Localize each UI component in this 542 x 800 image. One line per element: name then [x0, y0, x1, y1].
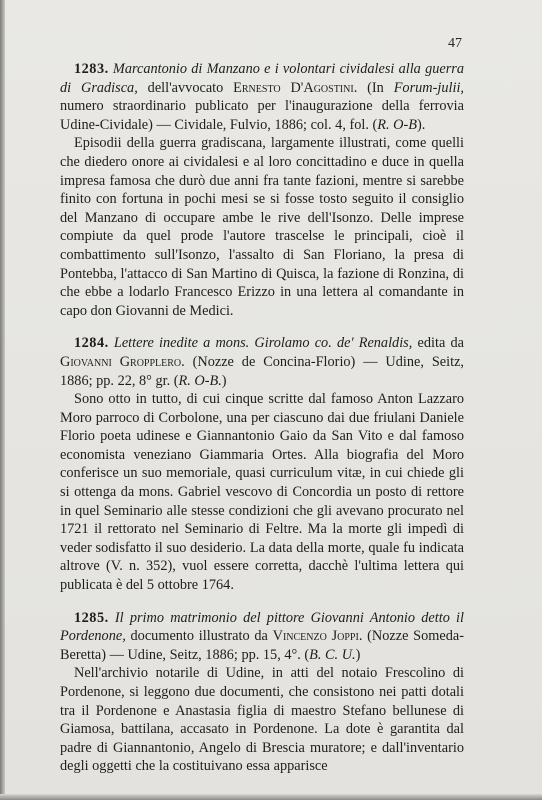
entry-heading [60, 609, 464, 665]
entry-heading [60, 60, 464, 134]
entry-title: Marcantonio di Manzano e i volontari cividalesi alla guerra di Gradisca, [60, 61, 464, 96]
entry-number: 1285. [74, 609, 109, 626]
entry-publication-close: ) [221, 372, 227, 389]
entry-title: Il primo matrimonio del pittore Giovanni Antonio detto il Pordenone, [60, 609, 464, 645]
page-left-edge-shadow [0, 0, 5, 800]
entry-body: Sono otto in tutto, di cui cinque scritte dal famoso Anton Lazzaro Moro parroco di Corbolone, una per ciascuno dai due friulani Daniele Florio poeta udinese e Giannantonio Gaio da San Vito e dal famoso economista veneziano Giammaria Ortes. Alla biografia del Moro conferisce un suo memoriale, quasi curriculum vitæ, in cui chiede gli si ottenga da mons. Gabriel vescovo di Concordia un posto di rettore in quel Seminario alle stesse condizioni che gli avevano procurato nel 1721 il rettorato nel Seminario di Feltre. Ma la morte gli impedì di veder sodisfatto il suo desiderio. La data della morte, quale fu indicata altrove (V. n. 352), vuol essere corretta, dacchè l'ultima lettera qui publicata è del 5 ottobre 1764. [60, 391, 464, 594]
entry-title: Lettere inedite a mons. Girolamo co. de' Renaldis, [113, 335, 413, 352]
entry-publication-open: (In [357, 79, 394, 96]
entry-author-intro: documento illustrato da [125, 628, 273, 645]
page-number: 47 [448, 36, 462, 51]
entry-publication-close: ) [355, 646, 361, 663]
entry-author: Vincenzo Joppi. [272, 628, 363, 645]
entry-1285 [60, 609, 464, 776]
entry-publication-close: ). [416, 116, 426, 133]
entry-library-siglum: R. O-B. [178, 372, 222, 389]
page-content [60, 60, 464, 776]
entry-number: 1284. [74, 335, 109, 352]
entry-heading [60, 334, 464, 390]
entry-publication-open: (Nozze Someda-Beretta) — Udine, Seitz, 1886; pp. 15, 4°. ( [60, 628, 464, 663]
entry-publication-italic: Forum-julii, [393, 79, 464, 96]
entry-body: Episodii della guerra gradiscana, largamente illustrati, come quelli che diedero onore ai cividalesi e al loro concittadino e duce in quella impresa famosa che durò due anni fra tante fazioni, mentre si sarebbe finito con fortuna in pochi mesi se si fosse tosto seguito il consiglio del Manzano di occupare ambe le rive dell'Isonzo. Delle imprese compiute da quel prode l'autore trascelse le principali, cioè il combattimento sull'Isonzo, l'assalto di San Floriano, la presa di Pontebba, l'attacco di San Martino di Quisca, la fazione di Ronzina, di che ebbe a lodarlo Francesco Erizzo in una lettera al comandante in capo don Giovanni de Medici. [60, 135, 464, 319]
entry-publication-open: (Nozze de Concina-Florio) — Udine, Seitz, 1886; pp. 22, 8° gr. ( [60, 353, 464, 389]
entry-1284 [60, 334, 464, 594]
entry-author-intro: edita da [412, 335, 464, 352]
entry-1283 [60, 60, 464, 320]
entry-publication: numero straordinario publicato per l'inaugurazione della ferrovia Udine-Cividale) — Cividale, Fulvio, 1886; col. 4, fol. ( [60, 98, 464, 133]
entry-author-intro: dell'avvocato [137, 79, 234, 96]
entry-library-siglum: R. O-B [377, 116, 417, 133]
entry-library-siglum: B. C. U. [309, 646, 356, 663]
entry-body: Nell'archivio notarile di Udine, in atti del notaio Frescolino di Pordenone, si leggono due documenti, che consistono nei patti dotali tra il Pordenone e Anastasia figlia di maestro Stefano bellunese di Giamosa, battilana, accasato in Pordenone. La dote è garantita dal padre di Giannantonio, Angelo di Brescia muratore; e dall'inventario degli oggetti che la costituivano essa apparisce [60, 665, 464, 775]
page-bottom-edge-shadow [0, 794, 542, 800]
entry-number: 1283. [74, 61, 109, 77]
entry-author: Giovanni Gropplero. [60, 353, 185, 370]
entry-author: Ernesto D'Agostini. [233, 79, 358, 96]
